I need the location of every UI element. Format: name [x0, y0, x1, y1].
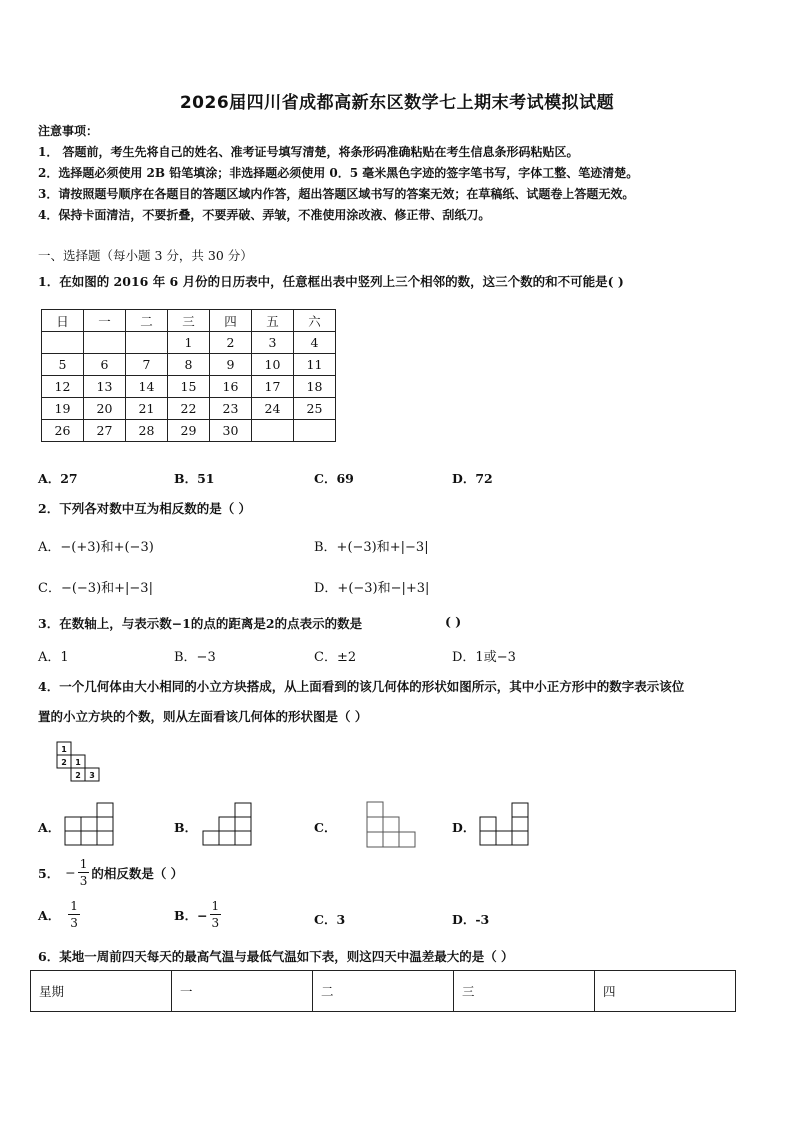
calendar-cell: 19: [42, 398, 84, 420]
fraction-numerator: 1: [70, 899, 78, 913]
calendar-header-row: [42, 310, 336, 332]
table-header-cell: 三: [454, 971, 595, 1012]
calendar-cell: 16: [210, 376, 252, 398]
q2-option-a: A．−(+3)和+(−3): [38, 540, 154, 555]
calendar-cell: 1: [168, 332, 210, 354]
q5-fraction: [78, 858, 90, 887]
calendar-cell: 5: [42, 354, 84, 376]
calendar-cell: [84, 332, 126, 354]
question-4-stem-line1: 4．一个几何体由大小相同的小立方块搭成，从上面看到的该几何体的形状如图所示，其中小正方形中的数字表示该位: [38, 679, 685, 694]
grid-number: 2: [75, 771, 81, 780]
calendar-cell: 9: [210, 354, 252, 376]
q4-option-d-figure: [479, 801, 533, 847]
q2-option-c: C．−(−3)和+|−3|: [38, 581, 153, 596]
q2-option-d: D．+(−3)和−|+3|: [314, 581, 430, 596]
calendar-cell: 30: [210, 420, 252, 442]
calendar-cell: 22: [168, 398, 210, 420]
calendar-cell: 13: [84, 376, 126, 398]
q1-option-b: B．51: [174, 471, 215, 486]
grid-number: 2: [61, 758, 67, 767]
q4-option-b-figure: [202, 801, 256, 847]
q2-option-b: B．+(−3)和+|−3|: [314, 540, 429, 555]
calendar-cell: 27: [84, 420, 126, 442]
calendar-header-cell: 四: [210, 310, 252, 332]
fraction-denominator: 3: [211, 916, 220, 930]
grid-number: 1: [75, 758, 81, 767]
q4-option-b-label: B．: [174, 820, 198, 835]
calendar-cell: 29: [168, 420, 210, 442]
q4-option-a-figure: [64, 801, 118, 847]
calendar-cell: 24: [252, 398, 294, 420]
calendar-header-cell: 一: [84, 310, 126, 332]
option-label: B．−: [174, 907, 208, 923]
calendar-cell: 21: [126, 398, 168, 420]
calendar-cell: 2: [210, 332, 252, 354]
calendar-cell: 18: [294, 376, 336, 398]
notice-item: 3．请按照题号顺序在各题目的答题区域内作答，超出答题区域书写的答案无效；在草稿纸、试题卷上答题无效。: [38, 187, 635, 201]
calendar-cell: 17: [252, 376, 294, 398]
q4-option-a-label: A．: [38, 820, 61, 835]
fraction-denominator: 3: [70, 916, 78, 930]
calendar-cell: 12: [42, 376, 84, 398]
calendar-cell: [42, 332, 84, 354]
q5-number: 5．: [38, 865, 60, 881]
calendar-cell: 26: [42, 420, 84, 442]
calendar-row: [42, 420, 336, 442]
calendar-cell: 23: [210, 398, 252, 420]
calendar-cell: 7: [126, 354, 168, 376]
calendar-cell: [126, 332, 168, 354]
question-2-stem: 2．下列各对数中互为相反数的是（ ）: [38, 501, 252, 516]
question-1-stem: 1．在如图的 2016 年 6 月份的日历表中，任意框出表中竖列上三个相邻的数，这三个数的和不可能是( ): [38, 274, 624, 289]
calendar-header-cell: 三: [168, 310, 210, 332]
fraction-denominator: 3: [79, 874, 88, 888]
temperature-header-row: [31, 971, 736, 1012]
q3-option-c: C．±2: [314, 650, 357, 665]
calendar-cell: [294, 420, 336, 442]
table-header-cell: 二: [313, 971, 454, 1012]
calendar-cell: 20: [84, 398, 126, 420]
q5-minus-sign: −: [65, 865, 76, 880]
notice-item: 1． 答题前，考生先将自己的姓名、准考证号填写清楚，将条形码准确粘贴在考生信息条形码粘贴区。: [38, 145, 579, 159]
option-fraction: [68, 900, 80, 929]
calendar-cell: 3: [252, 332, 294, 354]
question-6-stem: 6．某地一周前四天每天的最高气温与最低气温如下表，则这四天中温差最大的是（ ）: [38, 949, 514, 964]
question-3-stem: 3．在数轴上，与表示数−1的点的距离是2的点表示的数是: [38, 616, 363, 631]
calendar-cell: 11: [294, 354, 336, 376]
calendar-header-cell: 六: [294, 310, 336, 332]
calendar-row: [42, 354, 336, 376]
q5-option-b: [174, 900, 221, 929]
q1-option-a: A．27: [38, 471, 78, 486]
calendar-cell: [252, 420, 294, 442]
calendar-cell: 15: [168, 376, 210, 398]
calendar-cell: 10: [252, 354, 294, 376]
table-header-cell: 四: [595, 971, 736, 1012]
question-3-paren: ( ): [445, 614, 462, 629]
calendar-cell: 8: [168, 354, 210, 376]
q4-option-c-label: C．: [314, 820, 337, 835]
calendar-row: [42, 398, 336, 420]
section-heading: 一、选择题（每小题 3 分，共 30 分）: [38, 248, 253, 263]
calendar-row: [42, 332, 336, 354]
question-5-stem: [38, 858, 183, 887]
q1-option-d: D．72: [452, 471, 493, 486]
calendar-header-cell: 五: [252, 310, 294, 332]
q5-option-c: C．3: [314, 912, 346, 927]
calendar-table: [41, 309, 336, 442]
calendar-cell: 14: [126, 376, 168, 398]
option-label: A．: [38, 907, 61, 923]
grid-number: 1: [61, 745, 67, 754]
table-header-cell: 星期: [31, 971, 172, 1012]
calendar-cell: 28: [126, 420, 168, 442]
q4-option-c-figure: [366, 800, 420, 848]
calendar-row: [42, 376, 336, 398]
page-title: 2026届四川省成都高新东区数学七上期末考试模拟试题: [179, 93, 615, 113]
top-view-grid-figure: [55, 740, 111, 786]
temperature-table: [30, 970, 736, 1012]
fraction-numerator: 1: [79, 857, 88, 871]
q3-option-b: B．−3: [174, 650, 216, 665]
option-fraction: [210, 900, 222, 929]
calendar-header-cell: 日: [42, 310, 84, 332]
calendar-header-cell: 二: [126, 310, 168, 332]
table-header-cell: 一: [172, 971, 313, 1012]
notice-item: 4．保持卡面清洁，不要折叠，不要弄破、弄皱，不准使用涂改液、修正带、刮纸刀。: [38, 208, 491, 222]
q4-option-d-label: D．: [452, 820, 476, 835]
q1-option-c: C．69: [314, 471, 354, 486]
q3-option-d: D．1或−3: [452, 650, 516, 665]
notice-item: 2．选择题必须使用 2B 铅笔填涂；非选择题必须使用 0．5 毫米黑色字迹的签字笔书写，字体工整、笔迹清楚。: [38, 166, 639, 180]
calendar-cell: 25: [294, 398, 336, 420]
q3-option-a: A．1: [38, 650, 69, 665]
q5-option-a: [38, 900, 80, 929]
fraction-numerator: 1: [211, 899, 220, 913]
grid-number: 3: [89, 771, 95, 780]
q5-option-d: D．-3: [452, 912, 490, 927]
calendar-cell: 6: [84, 354, 126, 376]
q5-stem-text: 的相反数是（ ）: [91, 865, 184, 881]
notice-heading: 注意事项：: [38, 124, 99, 138]
calendar-cell: 4: [294, 332, 336, 354]
question-4-stem-line2: 置的小立方块的个数，则从左面看该几何体的形状图是（ ）: [38, 709, 368, 724]
